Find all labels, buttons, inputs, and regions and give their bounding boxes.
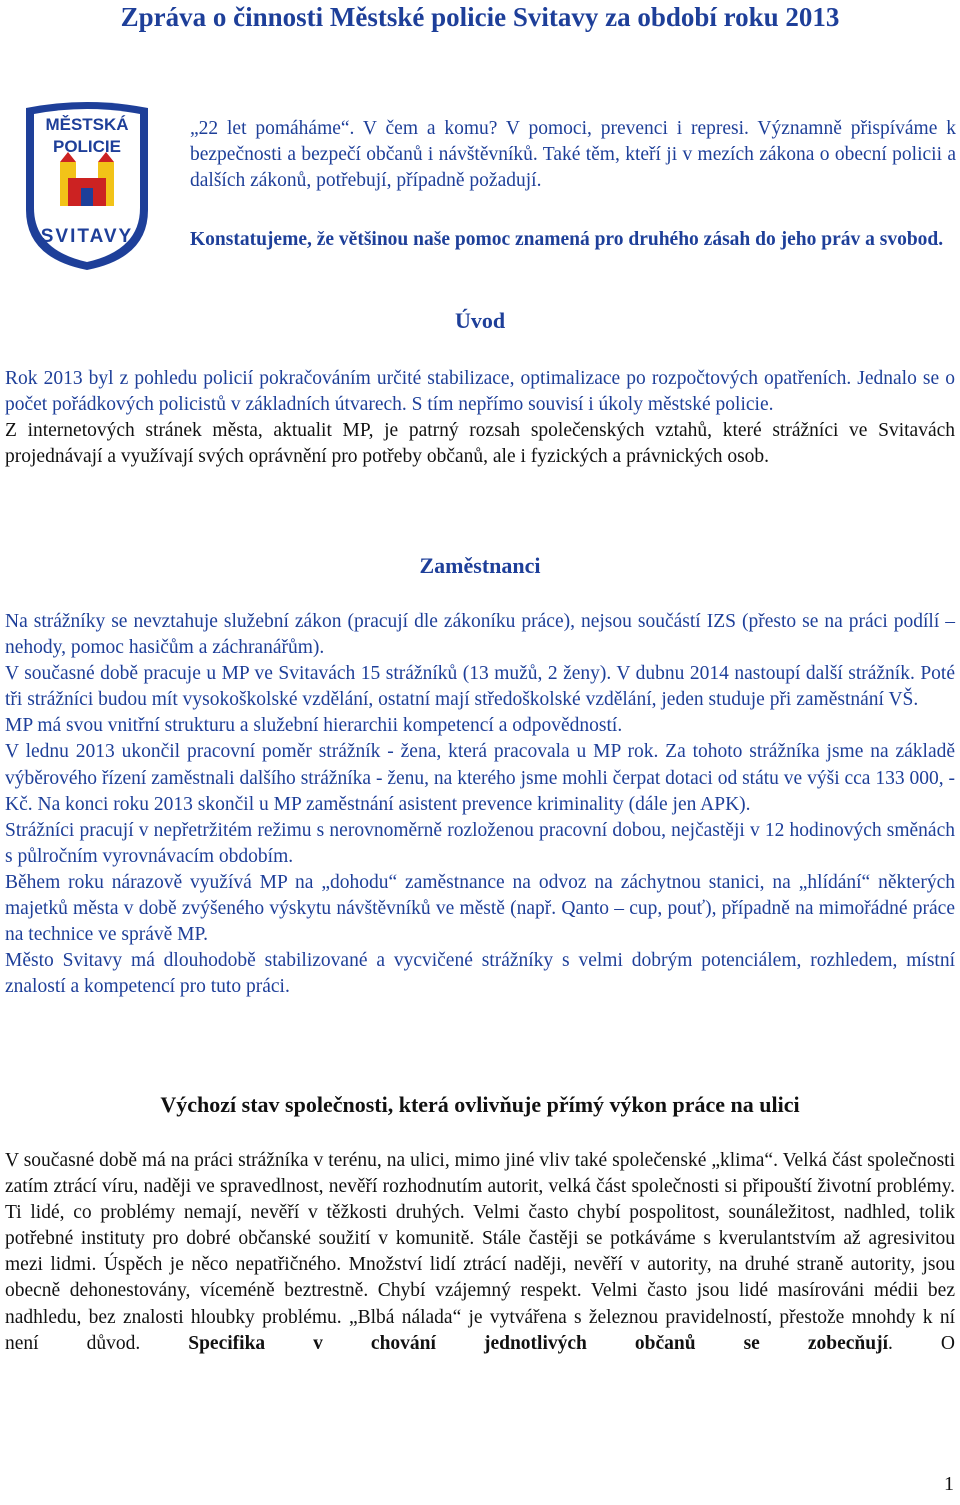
zamestnanci-paragraph: V lednu 2013 ukončil pracovní poměr strážník - žena, která pracovala u MP rok. Za tohoto strážníka jsme na základě výběrového řízení zaměstnali dalšího strážníka - ženu, na kterého jsme mohli čerpat dotaci od státu ve výši cca 133 000, - Kč. Na konci roku 2013 skončil u MP zaměstnání asistent prevence kriminality (dále jen APK). — [5, 741, 955, 815]
vychozi-paragraph — [5, 1148, 955, 1357]
section-vychozi-stav — [5, 1148, 955, 1357]
heading-uvod: Úvod — [454, 308, 506, 333]
document-title: Zpráva o činnosti Městské policie Svitavy za období roku 2013 — [120, 2, 840, 32]
uvod-paragraph-2: Z internetových stránek města, aktualit MP, je patrný rozsah společenských vztahů, které strážníci ve Svitavách projednávají a využívají svých oprávnění pro potřeby občanů, ale i fyzických a právnických osob. — [5, 420, 955, 467]
page-number: 1 — [944, 1473, 954, 1495]
zamestnanci-paragraph: Strážníci pracují v nepřetržitém režimu s nerovnoměrně rozloženou pracovní dobou, nejčastěji v 12 hodinových směnách s půlročním vyrovnávacím obdobím. — [5, 819, 955, 867]
intro-paragraph: „22 let pomáháme“. V čem a komu? V pomoci, prevenci i represi. Významně přispíváme k bezpečnosti a bezpečí občanů i návštěvníků. Také těm, kteří ji v mezích zákona o obecní policii a dalších zákonů, potřebují, případně požadují. — [190, 118, 956, 191]
uvod-paragraph-1: Rok 2013 byl z pohledu policií pokračováním určité stabilizace, optimalizace po rozpočtových opatřeních. Jednalo se o počet pořádkových policistů v základních útvarech. S tím nepřímo souvisí i úkoly městské policie. — [5, 368, 955, 415]
section-zamestnanci — [5, 609, 955, 1000]
zamestnanci-paragraph: Město Svitavy má dlouhodobě stabilizované a vycvičené strážníky s velmi dobrým potenciálem, rozhledem, místní znalostí a kompetencí pro tuto práci. — [5, 950, 955, 998]
vychozi-text: V současné době má na práci strážníka v terénu, na ulici, mimo jiné vliv také společenské „klima“. Velká část společnosti zatím ztrácí víru, naději ve spravedlnost, nevěří rozhodnutím autorit, velká část společnosti si připouští životní problémy. Ti lidé, co problémy nemají, nevěří v těžkosti druhých. Velmi často chybí pospolitost, sounáležitost, nadhled, tolik potřebné instituty pro dobré občanské soužití v komunitě. Stále častěji se potkáváme s kverulantstvím až agresivitou mezi lidmi. Úspěch je něco nepatřičného. Množství lidí ztrácí naději, nevěří v autority, na druhé straně autority, jsou obecně dehonestovány, víceméně beztrestně. Chybí vzájemný respekt. Velmi často jsou lidé masírováni médii bez nadhledu, bez znalosti hloubky problému. „Blbá nálada“ je vytvářena s železnou pravidelností, přestože mnohdy k ní není důvod. — [5, 1150, 955, 1354]
badge-bottom-text: SVITAVY — [40, 226, 134, 247]
intro-bold-statement: Konstatujeme, že většinou naše pomoc znamená pro druhého zásah do jeho práv a svobod. — [190, 229, 944, 250]
heading-zamestnanci: Zaměstnanci — [419, 553, 541, 578]
zamestnanci-paragraph: Během roku nárazově využívá MP na „dohodu“ zaměstnance na odvoz na záchytnou stanici, na „hlídání“ některých majetků města v době zvýšeného výskytu návštěvníků ve městě (např. Qanto – cup, pouť), případně na mimořádné práce na technice ve správě MP. — [5, 871, 955, 946]
zamestnanci-paragraph: Na strážníky se nevztahuje služební zákon (pracují dle zákoníku práce), nejsou součástí IZS (přesto se na práci podílí – nehody, pomoc hasičům a záchranářům). — [5, 611, 955, 659]
zamestnanci-paragraph: V současné době pracuje u MP ve Svitavách 15 strážníků (13 mužů, 2 ženy). V dubnu 2014 nastoupí další strážník. Poté tři strážníci budou mít vysokoškolské vzdělání, ostatní mají středoškolské vzdělání, jeden studuje při zaměstnání VŠ. — [5, 663, 955, 711]
badge-top-text: MĚSTSKÁ — [45, 115, 129, 134]
badge-castle-gate — [81, 188, 93, 206]
heading-vychozi-stav: Výchozí stav společnosti, která ovlivňuje přímý výkon práce na ulici — [160, 1092, 800, 1117]
vychozi-tail: . O — [888, 1332, 956, 1354]
zamestnanci-paragraph: MP má svou vnitřní strukturu a služební hierarchii kompetencí a odpovědností. — [5, 715, 623, 737]
section-uvod — [5, 366, 955, 470]
vychozi-bold-tail: Specifika v chování jednotlivých občanů se zobecňují — [188, 1332, 889, 1354]
badge-mid-text: POLICIE — [52, 137, 122, 156]
city-police-badge-logo — [20, 100, 154, 272]
